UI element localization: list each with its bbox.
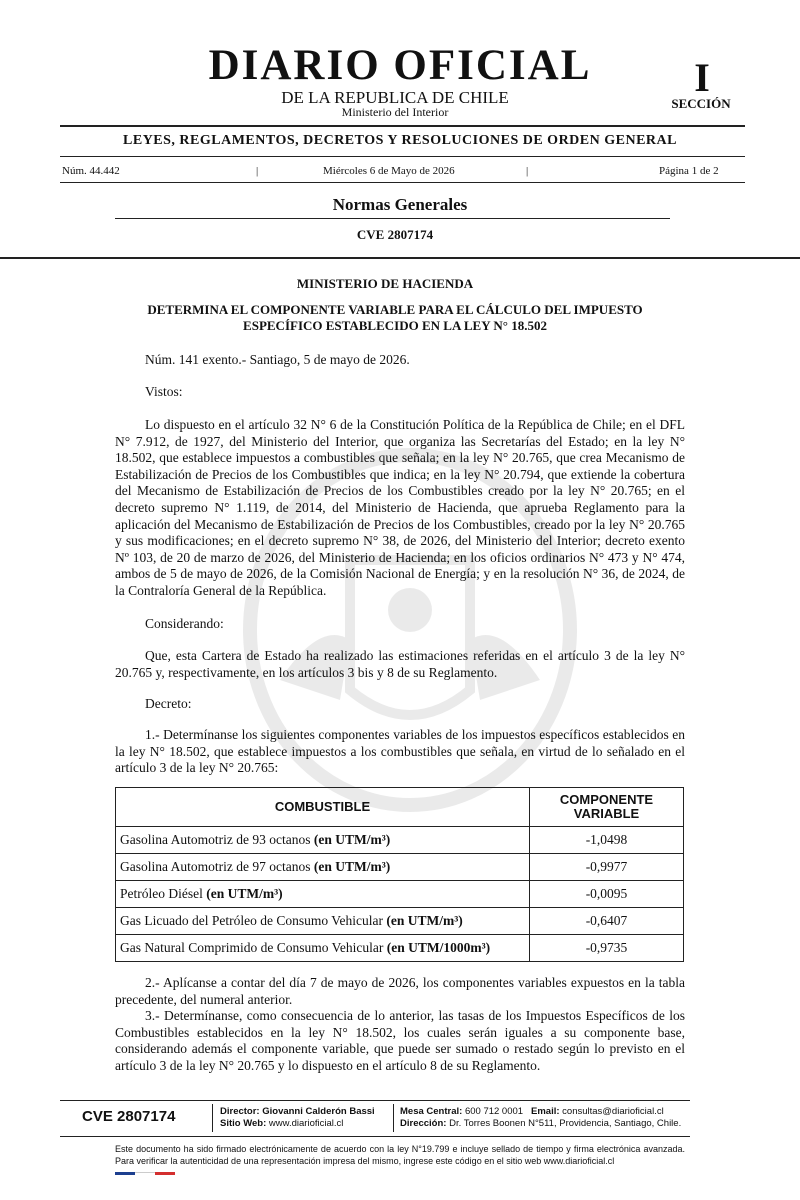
ministry-label: Ministerio del Interior [341, 105, 449, 119]
footer-divider [393, 1104, 394, 1132]
fuel-name: Petróleo Diésel [120, 886, 203, 901]
decreto-article-3: 3.- Determínanse, como consecuencia de lo anterior, las tasas de los Impuestos Específicos de los Combustibles establecidos en la ley N° 18.502, los cuales serán iguales a su componente base, considerando además el componente variable, que puede ser sumado o restado según lo previsto en el artículo 3 de la ley N° 20.765 y lo dispuesto en el artículo 8 de su Reglamento. [115, 1008, 685, 1073]
email-label: Email: [531, 1106, 560, 1117]
footer-divider [212, 1104, 213, 1132]
meta-separator: | [256, 165, 259, 177]
fuel-unit: (en UTM/m³) [313, 832, 391, 847]
table-row [116, 854, 684, 881]
fuel-cell [116, 881, 530, 908]
decree-number: Núm. 141 exento.- Santiago, 5 de mayo de 2026. [145, 352, 410, 367]
column-header-combustible: COMBUSTIBLE [116, 788, 530, 827]
considerando-text: Que, esta Cartera de Estado ha realizado las estimaciones referidas en el artículo 3 de la ley N° 20.765 y, respectivamente, en los artículos 3 bis y 8 de su Reglamento. [115, 648, 685, 680]
components-table [115, 787, 684, 962]
header-rule-bottom [60, 182, 745, 183]
fuel-cell [116, 854, 530, 881]
direccion-label: Dirección: [400, 1118, 447, 1129]
fuel-name: Gas Natural Comprimido de Consumo Vehicular [120, 940, 384, 955]
chile-flag-stripe [115, 1172, 175, 1175]
table-row [116, 827, 684, 854]
issue-number: Núm. 44.442 [62, 165, 120, 177]
footer-rule-bottom [60, 1136, 690, 1137]
table-row [116, 881, 684, 908]
document-cve: CVE 2807174 [356, 227, 434, 242]
issuing-ministry: MINISTERIO DE HACIENDA [296, 276, 474, 291]
vistos-label: Vistos: [145, 384, 183, 399]
column-header-componente [530, 788, 684, 827]
flag-stripe-white [135, 1172, 155, 1175]
category-title: Normas Generales [332, 195, 468, 214]
component-value: -0,0095 [530, 881, 684, 908]
fuel-unit: (en UTM/m³) [206, 886, 283, 901]
web-label: Sitio Web: [220, 1118, 267, 1129]
newspaper-title: DIARIO OFICIAL [208, 42, 592, 89]
component-value: -1,0498 [530, 827, 684, 854]
footer-rule-top [60, 1100, 690, 1101]
decree-title: DETERMINA EL COMPONENTE VARIABLE PARA EL CÁLCULO DEL IMPUESTO ESPECÍFICO ESTABLECIDO EN LA LEY N° 18.502 [147, 302, 643, 333]
direccion-value: Dr. Torres Boonen N°511, Providencia, Santiago, Chile. [449, 1118, 682, 1129]
flag-stripe-red [155, 1172, 175, 1175]
section-label: SECCIÓN [671, 96, 731, 111]
header-rule-mid [60, 156, 745, 157]
component-value: -0,9977 [530, 854, 684, 881]
table-row [116, 908, 684, 935]
column-header-line: VARIABLE [573, 806, 640, 821]
vistos-text: Lo dispuesto en el artículo 32 N° 6 de la Constitución Política de la República de Chile; en el DFL N° 7.912, de 1927, del Ministerio del Interior, que organiza las Secretarías del Estado; en la ley N° 18.502, que establece impuestos a combustibles que señala; en la ley N° 20.765, que crea Mecanismo de Estabilización de Precios de los Combustibles que indica; en la ley N° 20.794, que extiende la cobertura del Mecanismo de Estabilización de Precios de los Combustibles creado por la ley N° 20.765; en el decreto supremo N° 1.119, de 2014, del Ministerio de Hacienda, que aprueba Reglamento para la aplicación del Mecanismo de Estabilización de Precios de los Combustibles, creado por la ley N° 20.765 y sus modificaciones; en el decreto supremo N° 38, de 2026, del Ministerio del Interior; decreto exento Nº 103, de 20 de marzo de 2026, del Ministerio de Hacienda; en los oficios ordinarios N° 473 y N° 474, ambos de 5 de mayo de 2026, de la Comisión Nacional de Energía; y en la resolución N° 36, de 2024, de la Contraloría General de la República. [115, 417, 685, 598]
mesa-phone: 600 712 0001 [464, 1106, 524, 1117]
header-rule-top [60, 125, 745, 127]
page-indicator: Página 1 de 2 [659, 165, 719, 177]
director-name: Giovanni Calderón Bassi [262, 1106, 375, 1117]
decreto-article-2: 2.- Aplícanse a contar del día 7 de mayo de 2026, los componentes variables expuestos en la tabla precedente, del numeral anterior. [115, 975, 685, 1007]
footer-director [220, 1106, 375, 1130]
column-header-line: COMPONENTE [559, 792, 654, 807]
fuel-cell [116, 908, 530, 935]
fuel-unit: (en UTM/1000m³) [386, 940, 491, 955]
section-number: I [694, 55, 710, 100]
signature-disclaimer: Este documento ha sido firmado electrónicamente de acuerdo con la ley N°19.799 e incluye sellado de tiempo y firma electrónica avanzada. Para verificar la autenticidad de una representación impresa del mismo, ingrese este código en el sitio web www.diarioficial.cl [115, 1144, 685, 1166]
footer-contact [400, 1106, 681, 1130]
table-header-row [116, 788, 684, 827]
newspaper-subtitle: DE LA REPUBLICA DE CHILE [281, 88, 509, 107]
mesa-label: Mesa Central: [400, 1106, 463, 1117]
content-rule [0, 257, 800, 259]
meta-separator: | [526, 165, 529, 177]
fuel-cell [116, 935, 530, 962]
category-rule [115, 218, 670, 219]
fuel-unit: (en UTM/m³) [313, 859, 391, 874]
decreto-article-1: 1.- Determínanse los siguientes componentes variables de los impuestos específicos establecidos en la ley N° 18.502, que establece impuestos a los combustibles que señala, en virtud de lo señalado en el artículo 3 de la ley N° 20.765: [115, 727, 685, 776]
director-label: Director: [220, 1106, 260, 1117]
issue-date: Miércoles 6 de Mayo de 2026 [323, 165, 455, 177]
decreto-label: Decreto: [145, 696, 192, 711]
fuel-name: Gas Licuado del Petróleo de Consumo Vehicular [120, 913, 383, 928]
web-link[interactable]: www.diarioficial.cl [268, 1118, 344, 1129]
fuel-cell [116, 827, 530, 854]
fuel-unit: (en UTM/m³) [386, 913, 463, 928]
considerando-label: Considerando: [145, 616, 224, 631]
email-link[interactable]: consultas@diarioficial.cl [562, 1106, 664, 1117]
section-banner: LEYES, REGLAMENTOS, DECRETOS Y RESOLUCIONES DE ORDEN GENERAL [123, 133, 677, 148]
component-value: -0,9735 [530, 935, 684, 962]
component-value: -0,6407 [530, 908, 684, 935]
table-row [116, 935, 684, 962]
fuel-name: Gasolina Automotriz de 97 octanos [120, 859, 311, 874]
fuel-name: Gasolina Automotriz de 93 octanos [120, 832, 311, 847]
footer-cve: CVE 2807174 [82, 1108, 176, 1125]
flag-stripe-blue [115, 1172, 135, 1175]
